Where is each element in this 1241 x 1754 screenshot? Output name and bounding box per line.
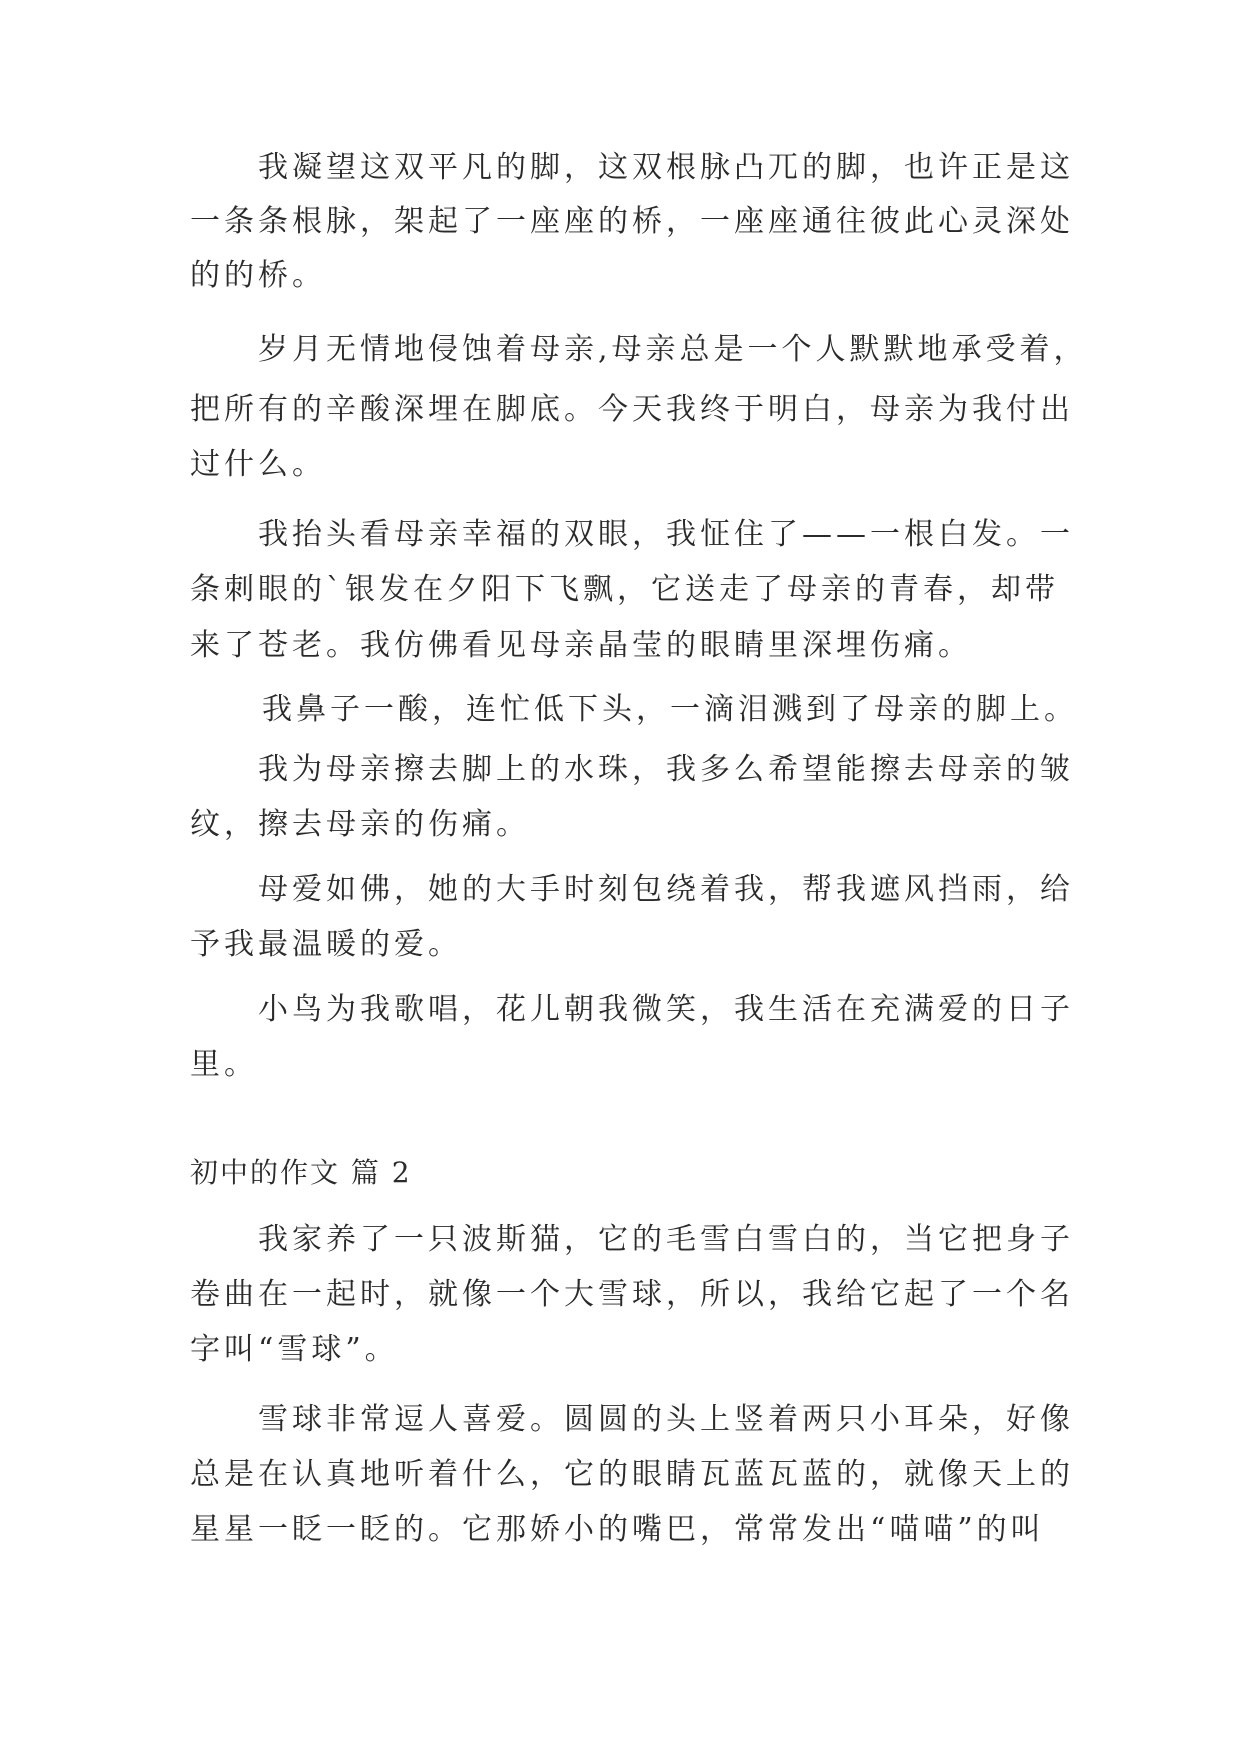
paragraph-line: 一条条根脉，架起了一座座的桥，一座座通往彼此心灵深处	[190, 204, 1074, 239]
paragraph-line: 我家养了一只波斯猫，它的毛雪白雪白的，当它把身子	[258, 1222, 1074, 1257]
paragraph-line: 予我最温暖的爱。	[190, 927, 462, 962]
paragraph-line: 把所有的辛酸深埋在脚底。今天我终于明白，母亲为我付出	[190, 392, 1074, 427]
paragraph-line: 雪球非常逗人喜爱。圆圆的头上竖着两只小耳朵，好像	[258, 1402, 1074, 1437]
section-heading: 初中的作文 篇 2	[190, 1156, 412, 1189]
paragraph-line: 条刺眼的`银发在夕阳下飞飘，它送走了母亲的青春，却带	[190, 572, 1059, 607]
paragraph-line: 我凝望这双平凡的脚，这双根脉凸兀的脚，也许正是这	[258, 150, 1074, 185]
paragraph-line: 来了苍老。我仿佛看见母亲晶莹的眼睛里深埋伤痛。	[190, 628, 972, 663]
paragraph-line: 岁月无情地侵蚀着母亲,母亲总是一个人默默地承受着，	[258, 332, 1088, 367]
paragraph-line: 里。	[190, 1047, 258, 1082]
paragraph-line: 总是在认真地听着什么，它的眼睛瓦蓝瓦蓝的，就像天上的	[190, 1457, 1074, 1492]
paragraph-line: 纹，擦去母亲的伤痛。	[190, 807, 530, 842]
paragraph-line: 小鸟为我歌唱，花儿朝我微笑，我生活在充满爱的日子	[258, 992, 1074, 1027]
paragraph-line: 我鼻子一酸，连忙低下头，一滴泪溅到了母亲的脚上。	[262, 692, 1078, 727]
paragraph-line: 我抬头看母亲幸福的双眼，我怔住了——一根白发。一	[258, 517, 1074, 552]
paragraph-line: 字叫“雪球”。	[190, 1332, 399, 1367]
paragraph-line: 母爱如佛，她的大手时刻包绕着我，帮我遮风挡雨，给	[258, 872, 1074, 907]
paragraph-line: 卷曲在一起时，就像一个大雪球，所以，我给它起了一个名	[190, 1277, 1074, 1312]
paragraph-line: 星星一眨一眨的。它那娇小的嘴巴，常常发出“喵喵”的叫	[190, 1512, 1045, 1547]
paragraph-line: 的的桥。	[190, 258, 326, 293]
paragraph-line: 我为母亲擦去脚上的水珠，我多么希望能擦去母亲的皱	[258, 752, 1074, 787]
paragraph-line: 过什么。	[190, 447, 326, 482]
